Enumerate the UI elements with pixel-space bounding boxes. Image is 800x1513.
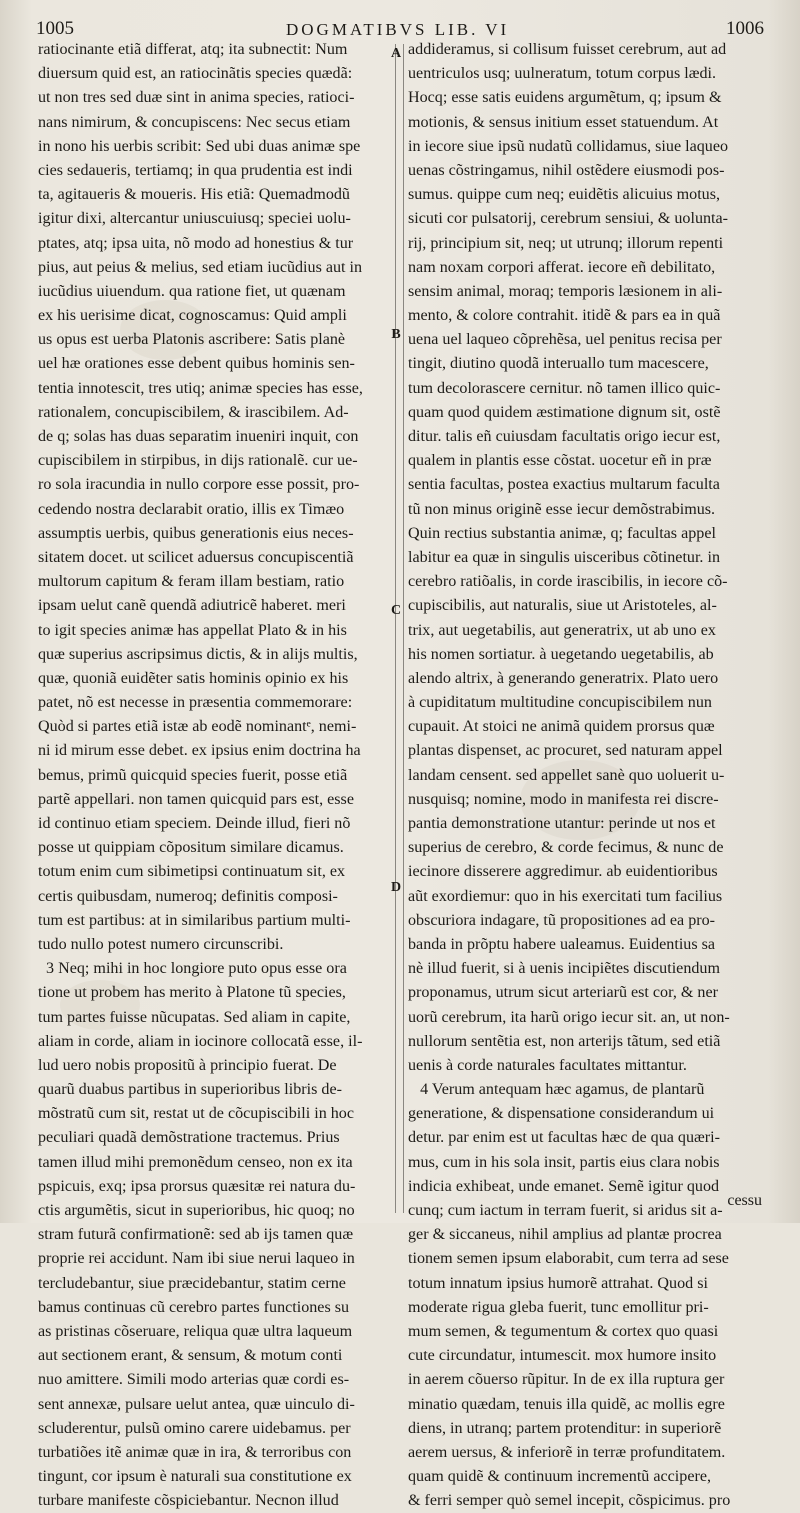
right-column-line: nam noxam corpori afferat. iecore eñ debilitato,: [408, 258, 716, 276]
right-column-line: uenis à corde naturales facultates mittantur.: [408, 1056, 687, 1074]
page-number-right: 1006: [726, 18, 764, 39]
left-column-line: de q; solas has duas separatim inueniri inquit, con: [38, 428, 359, 445]
right-column-line: quam quod quidem æstimatione dignum sit, ostẽ: [408, 403, 721, 421]
left-column-line: totum enim cum sibimetipsi continuatum sit, ex: [38, 863, 346, 881]
left-column-line: pspicuis, exq; ipsa prorsus quæsitæ rei natura du-: [38, 1177, 356, 1195]
column-rule-right: [403, 44, 404, 1213]
left-column-line: multorum capitum & feram illam bestiam, ratio: [38, 573, 345, 591]
right-column-line: trix, aut uegetabilis, aut generatrix, ut ab uno ex: [408, 621, 716, 639]
right-column-line: in aerem cõuerso rũpitur. In de ex illa ruptura ger: [408, 1371, 725, 1389]
left-column-line: ctis argumẽtis, sicut in superioribus, hic quoq; no: [38, 1202, 355, 1219]
left-column-line: sitatem docet. ut scilicet aduersus concupiscentiã: [38, 548, 354, 566]
left-column-line: cies sedaueris, tertiamq; in qua prudentia est indi: [38, 161, 353, 179]
left-column-line: id continuo etiam speciem. Deinde illud, fieri nõ: [38, 815, 351, 832]
right-column-line: nullorum sentẽtia est, non arterijs tãtum, sed etiã: [408, 1032, 721, 1050]
left-column-line: peculiari quadã demõstratione tractemus. Prius: [38, 1129, 340, 1147]
right-column-line: Hocq; esse satis euidens argumẽtum, q; ipsum &: [408, 89, 722, 107]
left-column-line: bemus, primũ quicquid species fuerit, posse etiã: [38, 766, 348, 784]
left-column-line: tingunt, cor ipsum è naturali sua constitutione ex: [38, 1468, 352, 1486]
right-column-line: landam censent. sed appellet sanè quo uoluerit u-: [408, 766, 725, 784]
right-column-line: tũ non minus originẽ esse iecur demõstrabimus.: [408, 500, 716, 518]
right-column-line: his nomen sortiatur. à uegetando uegetabilis, ab: [408, 645, 714, 663]
left-column-line: iucũdius uiuendum. qua ratione fiet, ut quænam: [38, 282, 346, 300]
right-column-line: labitur ea quæ in singulis uisceribus cõtinetur. in: [408, 548, 720, 566]
right-column-line: in iecore siue ipsũ nudatũ collidamus, siue laqueo: [408, 137, 729, 155]
right-column-line: uentriculos usq; uulneratum, totum corpus lædi.: [408, 65, 716, 83]
right-column-line: iecinore disserere aggredimur. ab euidentioribus: [408, 863, 718, 881]
left-column-line: quarũ duabus partibus in superioribus libris de-: [38, 1081, 342, 1099]
left-column-line: 3 Neq; mihi in hoc longiore puto opus esse ora: [38, 960, 347, 978]
right-column-line: rij, principium sit, neq; ut utrunq; illorum repenti: [408, 234, 724, 252]
right-column-line: detur. par enim est ut facultas hæc de qua quæri-: [408, 1129, 720, 1147]
right-column-line: indicia exhibeat, unde emanet. Semẽ igitur quod: [408, 1177, 720, 1195]
left-column-line: rationalem, concupiscibilem, & irascibilem. Ad-: [38, 403, 349, 421]
left-column-line: patet, nõ est necesse in præsentia commemorare:: [38, 694, 353, 712]
left-column-line: us opus est uerba Platonis ascribere: Satis planè: [38, 331, 346, 349]
right-column-line: & ferri semper quò semel incepit, cõspicimus. pro: [408, 1492, 731, 1510]
left-column-line: mõstratũ cum sit, restat ut de cõcupiscibili in hoc: [38, 1105, 354, 1123]
left-column-line: scluderentur, pulsũ omino carere uidebamus. per: [38, 1419, 351, 1437]
right-text-column: [408, 38, 768, 1513]
right-column-line: aerem uersus, & inferiorẽ in terræ profunditatem.: [408, 1443, 726, 1461]
right-column-line: mus, cum in his sola insit, partis eius clara nobis: [408, 1153, 720, 1171]
left-column-line: to igit species animæ has appellat Plato & in his: [38, 621, 347, 639]
right-column-line: generatione, & dispensatione considerandum ui: [408, 1105, 715, 1123]
left-column-line: as pristinas cõseruare, reliqua quæ ultra laqueum: [38, 1322, 353, 1340]
right-column-line: aũt exordiemur: quo in his exercitati tum facilius: [408, 887, 723, 905]
left-column-line: nans nimirum, & concupiscens: Nec secus etiam: [38, 113, 351, 131]
right-column-line: uenas cõstringamus, nihil ostẽdere eiusmodi pos-: [408, 161, 725, 179]
left-column-line: nuo amittere. Simili modo arterias quæ cordi es-: [38, 1371, 350, 1389]
left-column-line: diuersum quid est, an ratiocinãtis species quædã:: [38, 65, 353, 83]
left-column-line: tamen illud mihi premonẽdum censeo, non ex ita: [38, 1153, 353, 1171]
right-column-line: cerebro ratiõalis, in corde irascibilis, in iecore cõ-: [408, 573, 728, 591]
right-column-line: diens, in utranq; partem protenditur: in superiorẽ: [408, 1419, 722, 1437]
running-header: [36, 16, 764, 40]
left-column-line: posse ut quippiam cõpositum similare dicamus.: [38, 839, 344, 857]
left-column-line: ex his uerisime dicat, cognoscamus: Quid ampli: [38, 307, 347, 325]
left-column-line: Quòd si partes etiã istæ ab eodẽ nominantᵉ, nemi-: [38, 718, 357, 736]
left-column-line: cupiscibilem in stirpibus, in dijs rationalẽ. cur ue-: [38, 452, 358, 470]
right-column-line: quam quidẽ & continuum incrementũ accipere,: [408, 1468, 711, 1486]
left-column-line: ipsam uelut canẽ quendã adiutricẽ haberet. meri: [38, 597, 346, 615]
margin-letter-c: C: [390, 603, 402, 618]
margin-letter-a: A: [390, 46, 402, 61]
right-column-line: nusquisq; nomine, modo in manifesta rei discre-: [408, 790, 719, 808]
right-column-line: sicuti cor pulsatorij, cerebrum sensiui, & uolunta-: [408, 210, 729, 228]
right-column-line: mum semen, & tegumentum & cortex quo quasi: [408, 1322, 719, 1340]
right-column-line: plantas dispenset, ac procuret, sed naturam appel: [408, 742, 723, 760]
right-column-line: mento, & colore contrahit. itidẽ & pars ea in quã: [408, 307, 721, 325]
left-column-line: ut non tres sed duæ sint in anima species, ratioci-: [38, 89, 355, 107]
left-column-line: certis quibusdam, numeroq; definitis composi-: [38, 887, 338, 905]
left-column-line: turbatiões itẽ animæ quæ in ira, & terroribus con: [38, 1443, 352, 1461]
right-column-line: tionem semen ipsum elaborabit, cum terra ad sese: [408, 1250, 729, 1268]
right-column-line: nè illud fuerit, si à uenis incipiẽtes discutiendum: [408, 960, 720, 978]
right-column-line: cunq; cum iactum in terram fuerit, si aridus sit a-: [408, 1202, 723, 1219]
left-column-line: partẽ appellari. non tamen quicquid pars est, esse: [38, 790, 354, 808]
left-column-line: tercludebantur, siue præcidebantur, statim cerne: [38, 1274, 346, 1292]
right-column-line: sumus. quippe cum neq; euidẽtis alicuius motus,: [408, 186, 721, 204]
left-column-line: assumptis uerbis, quibus generationis eius neces-: [38, 524, 354, 542]
column-rule-left: [395, 44, 396, 1213]
left-column-line: stram futurã confirmationẽ: sed ab ijs tamen quæ: [38, 1226, 354, 1244]
right-column-line: tingit, diutino quodã interuallo tum macescere,: [408, 355, 709, 373]
right-column-line: obscuriora indagare, tũ propositiones ad ea pro-: [408, 911, 716, 929]
right-column-line: alendo altrix, à generando generatrix. Plato uero: [408, 669, 719, 687]
left-column-line: ptates, atq; ipsa uita, nõ modo ad honestius & tur: [38, 234, 354, 252]
right-column-line: à cupiditatum multitudine concupiscibilem nun: [408, 694, 712, 712]
left-column-line: turbare manifeste cõspiciebantur. Necnon illud: [38, 1492, 339, 1510]
right-column-line: uorũ cerebrum, ita harũ origo iecur sit. an, ut non-: [408, 1008, 730, 1026]
left-column-line: quæ, quoniã euidẽter satis hominis opinio ex his: [38, 669, 349, 687]
left-column-line: uel hæ orationes esse debent quibus hominis sen-: [38, 355, 355, 373]
right-column-line: tum decolorascere cernitur. nõ tamen illico quic-: [408, 379, 721, 397]
left-column-line: lud uero nobis propositũ à principio fuerat. De: [38, 1056, 337, 1074]
left-column-line: ta, agitaueris & moueris. His etiã: Quemadmodũ: [38, 186, 350, 204]
page-number-left: 1005: [36, 18, 74, 39]
left-column-line: ratiocinante etiã differat, atq; ita subnectit: Num: [38, 41, 348, 58]
right-column-line: totum innatum ipsius humorẽ attrahat. Quod si: [408, 1274, 708, 1292]
right-column-line: Quin rectius substantia animæ, q; facultas appel: [408, 524, 716, 542]
right-column-line: cute circundatur, intumescit. mox humore insito: [408, 1347, 717, 1365]
right-column-line: uena uel laqueo cõprehẽsa, uel penitus recisa per: [408, 331, 722, 349]
margin-letter-d: D: [390, 880, 402, 895]
left-column-line: tentia innotescit, tres utiq; animæ species has esse,: [38, 379, 363, 397]
right-column-line: 4 Verum antequam hæc agamus, de plantarũ: [408, 1081, 705, 1099]
right-column-line: banda in prõptu habere ualeamus. Euidentius sa: [408, 935, 716, 953]
right-column-line: pantia demonstratione utantur: perinde ut nos et: [408, 815, 716, 832]
left-column-line: ro sola iracundia in nullo corpore esse possit, pro-: [38, 476, 360, 494]
right-column-line: addideramus, si collisum fuisset cerebrum, aut ad: [408, 41, 727, 58]
right-column-line: sentia facultas, postea exactius multarum faculta: [408, 476, 720, 494]
left-column-line: igitur dixi, altercantur uniuscuiusq; speciei uolu-: [38, 210, 351, 228]
running-title: DOGMATIBVS LIB. VI: [286, 20, 510, 39]
left-column-line: quæ superius ascripsimus dictis, & in alijs multis,: [38, 645, 358, 663]
left-column-line: tum est partibus: at in similaribus partium multi-: [38, 911, 351, 929]
right-column-line: minatio quædam, tenuis illa quidẽ, ac mollis egre: [408, 1395, 725, 1413]
right-column-line: qualem in plantis esse cõstat. uocetur eñ in præ: [408, 452, 712, 470]
right-column-line: moderate rigua gleba fuerit, tunc emollitur pri-: [408, 1298, 709, 1316]
left-column-line: sent annexæ, pulsare uelut antea, quæ uinculo di-: [38, 1395, 355, 1413]
right-column-line: cupiscibilis, aut naturalis, siue ut Aristoteles, al-: [408, 597, 717, 615]
left-column-line: pius, aut peius & melius, sed etiam iucũdius aut in: [38, 258, 363, 276]
left-column-line: bamus continuas cũ cerebro partes functiones su: [38, 1298, 350, 1316]
left-column-line: aliam in corde, aliam in iocinore collocatã esse, il-: [38, 1032, 363, 1050]
right-column-line: proponamus, utrum sicut arteriarũ est cor, & ner: [408, 984, 718, 1002]
left-column-line: tum partes fuisse nũcupatas. Sed aliam in capite,: [38, 1008, 351, 1026]
left-column-line: tudo nullo potest numero circunscribi.: [38, 935, 284, 953]
left-column-line: in nono his uerbis scribit: Sed ubi duas animæ spe: [38, 137, 361, 155]
catchword: cessu: [727, 1192, 762, 1209]
right-column-line: cupauit. At stoici ne animã quidem prorsus quæ: [408, 718, 715, 736]
left-column-line: proprie rei accidunt. Nam ibi siue nerui laqueo in: [38, 1250, 355, 1268]
left-column-line: tione ut probem has merito à Platone tũ species,: [38, 984, 346, 1002]
margin-letter-b: B: [391, 327, 401, 342]
left-text-column: [38, 38, 390, 1513]
right-column-line: superius de cerebro, & corde fecimus, & nunc de: [408, 839, 724, 857]
left-column-line: cedendo nostra declarabit oratio, illis ex Timæo: [38, 500, 345, 518]
right-column-line: motionis, & sensus initium esset statuendum. At: [408, 113, 719, 131]
left-column-line: aut sectionem erant, & sensum, & motum conti: [38, 1347, 343, 1365]
right-column-line: sensim animal, moraq; temporis læsionem in ali-: [408, 282, 723, 300]
left-column-line: ni id mirum esse debet. ex ipsius enim doctrina ha: [38, 742, 361, 760]
right-column-line: ger & siccaneus, nihil amplius ad plantæ procrea: [408, 1226, 722, 1244]
right-column-line: ditur. talis eñ cuiusdam facultatis origo iecur est,: [408, 428, 721, 445]
